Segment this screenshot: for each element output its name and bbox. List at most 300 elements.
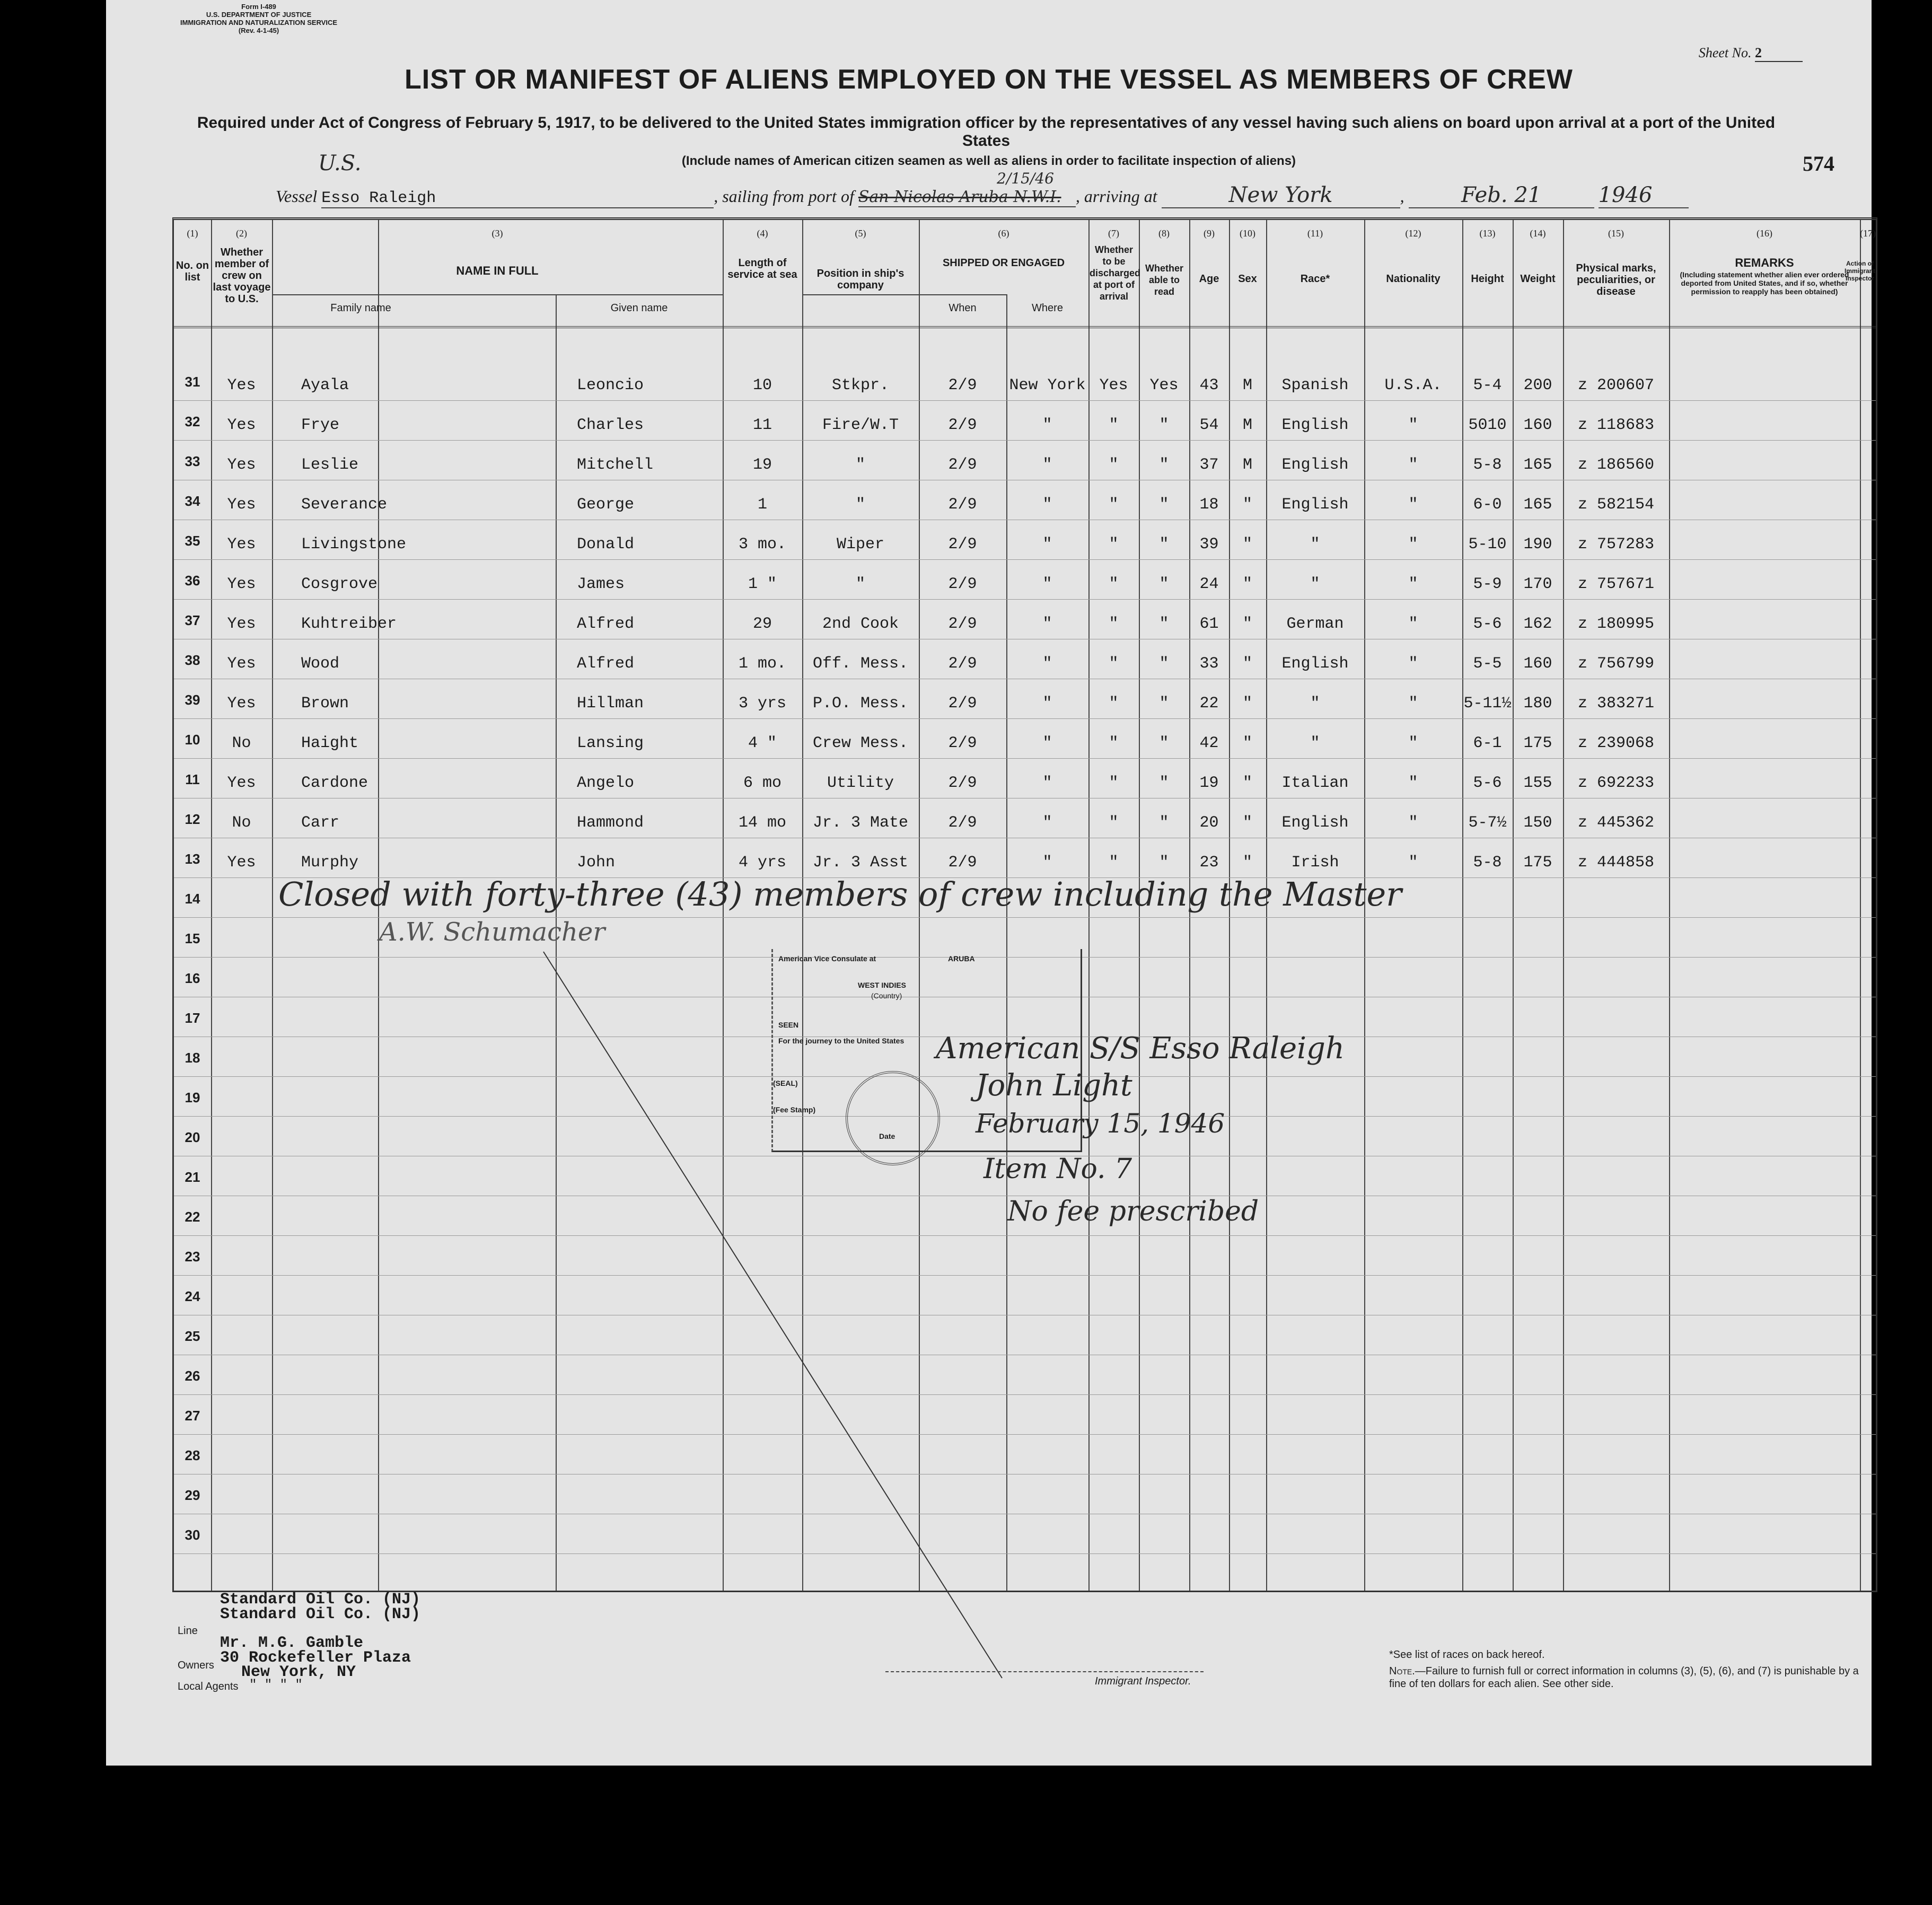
race-cell: English xyxy=(1281,496,1349,514)
col-num: (17) xyxy=(1860,228,1876,239)
arrival-date: Feb. 21 xyxy=(1409,183,1594,208)
height-cell: 5-8 xyxy=(1473,854,1502,872)
col-num: (6) xyxy=(998,228,1009,239)
height-cell: 6-0 xyxy=(1473,496,1502,514)
crew-status-cell: Yes xyxy=(227,456,256,474)
shipped-when-cell: 2/9 xyxy=(948,376,977,394)
physical-marks-cell: z 118683 xyxy=(1577,416,1655,434)
row-number: 32 xyxy=(185,414,200,429)
race-cell: English xyxy=(1281,416,1349,434)
nationality-cell: " xyxy=(1408,615,1418,633)
row-number: 34 xyxy=(185,493,200,509)
sex-cell: M xyxy=(1242,376,1252,394)
family-name-cell: Haight xyxy=(301,734,359,752)
stamp-fee-label: (Fee Stamp) xyxy=(773,1105,816,1114)
owners-value: Mr. M.G. Gamble xyxy=(220,1634,364,1652)
age-cell: 43 xyxy=(1199,376,1219,394)
header-discharge: Whether to be discharged at port of arrival xyxy=(1090,244,1141,302)
height-cell: 5-9 xyxy=(1473,575,1502,593)
row-number: 22 xyxy=(185,1209,200,1225)
note-label: Note. xyxy=(1389,1665,1415,1677)
physical-marks-cell: z 757671 xyxy=(1577,575,1655,593)
nationality-cell: " xyxy=(1408,854,1418,872)
header-race: Race* xyxy=(1300,273,1330,285)
weight-cell: 155 xyxy=(1523,774,1552,792)
shipped-where-cell: New York xyxy=(1009,376,1086,394)
shipped-where-cell: " xyxy=(1042,456,1052,474)
sex-cell: " xyxy=(1242,854,1252,872)
sheet-label: Sheet No. xyxy=(1698,45,1752,60)
able-to-read-cell: Yes xyxy=(1149,376,1179,394)
header-no: No. on list xyxy=(175,260,209,283)
service-length-cell: 1 mo. xyxy=(738,655,786,673)
row-number: 26 xyxy=(185,1368,200,1384)
agents-label: Local Agents xyxy=(178,1681,239,1692)
visa-signer: John Light xyxy=(976,1068,1132,1103)
physical-marks-cell: z 200607 xyxy=(1577,376,1655,394)
race-cell: German xyxy=(1286,615,1344,633)
given-name-cell: Hillman xyxy=(577,695,644,713)
row-number: 20 xyxy=(185,1129,200,1145)
age-cell: 20 xyxy=(1199,814,1219,832)
nationality-cell: " xyxy=(1408,734,1418,752)
shipped-where-cell: " xyxy=(1042,615,1052,633)
given-name-cell: Alfred xyxy=(577,655,635,673)
able-to-read-cell: " xyxy=(1159,615,1169,633)
inspector-signature-line xyxy=(885,1671,1204,1672)
crew-status-cell: Yes xyxy=(227,854,256,872)
service-name: IMMIGRATION AND NATURALIZATION SERVICE xyxy=(180,19,338,27)
sheet-value: 2 xyxy=(1755,45,1803,62)
weight-cell: 165 xyxy=(1523,456,1552,474)
crew-status-cell: Yes xyxy=(227,376,256,394)
height-cell: 5-11½ xyxy=(1463,695,1512,713)
discharge-status-cell: " xyxy=(1109,496,1119,514)
service-length-cell: 11 xyxy=(752,416,772,434)
note-text: —Failure to furnish full or correct information in columns (3), (5), (6), and (7) is punishable by a fine of ten dollars for each alien. See other side. xyxy=(1389,1665,1859,1690)
header-height: Height xyxy=(1471,273,1504,285)
family-name-cell: Cosgrove xyxy=(301,575,378,593)
penalty-note xyxy=(1389,1665,1866,1690)
discharge-status-cell: " xyxy=(1109,456,1119,474)
vessel-line: Vessel Esso Raleigh , sailing from port of San Nicolas Aruba N.W.I. , arriving at New York , Feb. 21 1946 xyxy=(276,183,1840,208)
discharge-status-cell: " xyxy=(1109,814,1119,832)
header-action: Action of Immigrant Inspector xyxy=(1844,260,1875,282)
shipped-where-cell: " xyxy=(1042,854,1052,872)
header-shipped: SHIPPED OR ENGAGED xyxy=(942,257,1065,269)
given-name-cell: Hammond xyxy=(577,814,644,832)
discharge-status-cell: " xyxy=(1109,854,1119,872)
col-num: (5) xyxy=(855,228,866,239)
line-value-2: Standard Oil Co. (NJ) xyxy=(220,1605,421,1623)
departure-port: San Nicolas Aruba N.W.I. xyxy=(858,188,1076,207)
col-num: (4) xyxy=(757,228,768,239)
weight-cell: 175 xyxy=(1523,734,1552,752)
header-when: When xyxy=(949,302,977,314)
nationality-cell: " xyxy=(1408,575,1418,593)
discharge-status-cell: " xyxy=(1109,655,1119,673)
service-length-cell: 1 " xyxy=(748,575,777,593)
sex-cell: M xyxy=(1242,456,1252,474)
age-cell: 18 xyxy=(1199,496,1219,514)
discharge-status-cell: " xyxy=(1109,416,1119,434)
footer xyxy=(172,1591,1874,1760)
weight-cell: 175 xyxy=(1523,854,1552,872)
row-number: 33 xyxy=(185,453,200,469)
row-number: 13 xyxy=(185,851,200,867)
crew-status-cell: Yes xyxy=(227,615,256,633)
race-cell: Italian xyxy=(1281,774,1349,792)
shipped-when-cell: 2/9 xyxy=(948,456,977,474)
row-number: 36 xyxy=(185,573,200,589)
col-num: (10) xyxy=(1240,228,1255,239)
discharge-status-cell: " xyxy=(1109,734,1119,752)
shipped-when-cell: 2/9 xyxy=(948,774,977,792)
sex-cell: " xyxy=(1242,655,1252,673)
races-note: *See list of races on back hereof. xyxy=(1389,1649,1545,1661)
col-num: (9) xyxy=(1204,228,1215,239)
family-name-cell: Leslie xyxy=(301,456,359,474)
ship-position-cell: Crew Mess. xyxy=(812,734,909,752)
ship-position-cell: Jr. 3 Mate xyxy=(812,814,909,832)
ship-position-cell: Utility xyxy=(827,774,894,792)
physical-marks-cell: z 180995 xyxy=(1577,615,1655,633)
ship-position-cell: Fire/W.T xyxy=(822,416,899,434)
race-cell: English xyxy=(1281,814,1349,832)
physical-marks-cell: z 239068 xyxy=(1577,734,1655,752)
arrival-year: 1946 xyxy=(1599,183,1689,208)
able-to-read-cell: " xyxy=(1159,854,1169,872)
physical-marks-cell: z 757283 xyxy=(1577,535,1655,554)
shipped-where-cell: " xyxy=(1042,695,1052,713)
age-cell: 33 xyxy=(1199,655,1219,673)
ship-position-cell: " xyxy=(855,496,865,514)
line-value: Standard Oil Co. (NJ) xyxy=(220,1591,421,1609)
given-name-cell: Alfred xyxy=(577,615,635,633)
nationality-cell: " xyxy=(1408,535,1418,554)
fee-note: No fee prescribed xyxy=(1007,1196,1259,1227)
race-cell: English xyxy=(1281,456,1349,474)
row-number: 17 xyxy=(185,1010,200,1026)
discharge-status-cell: " xyxy=(1109,695,1119,713)
vessel-label: Vessel xyxy=(276,187,318,206)
service-length-cell: 3 yrs xyxy=(738,695,786,713)
header-crew: Whether member of crew on last voyage to U.S. xyxy=(213,247,271,305)
height-cell: 5-6 xyxy=(1473,615,1502,633)
age-cell: 24 xyxy=(1199,575,1219,593)
col-num: (12) xyxy=(1405,228,1421,239)
ship-position-cell: P.O. Mess. xyxy=(812,695,909,713)
ship-position-cell: " xyxy=(855,456,865,474)
shipped-when-cell: 2/9 xyxy=(948,575,977,593)
height-cell: 5010 xyxy=(1468,416,1507,434)
form-number: Form I-489 xyxy=(241,3,276,11)
service-length-cell: 6 mo xyxy=(743,774,781,792)
header-nationality: Nationality xyxy=(1386,273,1441,285)
row-number: 18 xyxy=(185,1050,200,1066)
ship-position-cell: Jr. 3 Asst xyxy=(812,854,909,872)
family-name-cell: Murphy xyxy=(301,854,359,872)
col-num: (1) xyxy=(187,228,198,239)
stamp-country: WEST INDIES xyxy=(858,981,907,989)
service-length-cell: 4 " xyxy=(748,734,777,752)
family-name-cell: Wood xyxy=(301,655,340,673)
given-name-cell: Leoncio xyxy=(577,376,644,394)
sailing-label: , sailing from port of xyxy=(714,187,854,206)
vessel-prefix: U.S. xyxy=(318,151,362,175)
service-length-cell: 1 xyxy=(757,496,767,514)
given-name-cell: Donald xyxy=(577,535,635,554)
shipped-where-cell: " xyxy=(1042,655,1052,673)
nationality-cell: " xyxy=(1408,655,1418,673)
shipped-where-cell: " xyxy=(1042,814,1052,832)
race-cell: Spanish xyxy=(1281,376,1349,394)
header-service: Length of service at sea xyxy=(727,257,797,280)
discharge-status-cell: " xyxy=(1109,575,1119,593)
col-num: (14) xyxy=(1530,228,1546,239)
row-number: 11 xyxy=(185,771,200,787)
service-length-cell: 29 xyxy=(752,615,772,633)
able-to-read-cell: " xyxy=(1159,655,1169,673)
row-number: 31 xyxy=(185,374,200,390)
inspector-label: Immigrant Inspector. xyxy=(1095,1675,1191,1687)
col-num: (11) xyxy=(1307,228,1323,239)
weight-cell: 190 xyxy=(1523,535,1552,554)
crew-status-cell: Yes xyxy=(227,655,256,673)
sex-cell: " xyxy=(1242,695,1252,713)
discharge-status-cell: " xyxy=(1109,535,1119,554)
header-name: NAME IN FULL xyxy=(456,264,539,277)
sex-cell: " xyxy=(1242,535,1252,554)
discharge-status-cell: " xyxy=(1109,774,1119,792)
height-cell: 5-6 xyxy=(1473,774,1502,792)
row-number: 25 xyxy=(185,1328,200,1344)
age-cell: 19 xyxy=(1199,774,1219,792)
header-given: Given name xyxy=(610,302,668,314)
nationality-cell: U.S.A. xyxy=(1384,376,1442,394)
header-weight: Weight xyxy=(1520,273,1556,285)
physical-marks-cell: z 692233 xyxy=(1577,774,1655,792)
header-read: Whether able to read xyxy=(1145,263,1183,297)
nationality-cell: " xyxy=(1408,774,1418,792)
row-number: 27 xyxy=(185,1408,200,1424)
race-cell: " xyxy=(1310,734,1320,752)
row-number: 38 xyxy=(185,652,200,668)
header-marks: Physical marks, peculiarities, or disease xyxy=(1576,262,1656,297)
crew-status-cell: Yes xyxy=(227,695,256,713)
weight-cell: 165 xyxy=(1523,496,1552,514)
service-length-cell: 4 yrs xyxy=(738,854,786,872)
shipped-where-cell: " xyxy=(1042,734,1052,752)
weight-cell: 200 xyxy=(1523,376,1552,394)
shipped-when-cell: 2/9 xyxy=(948,615,977,633)
row-number: 21 xyxy=(185,1169,200,1185)
col-num: (8) xyxy=(1158,228,1170,239)
col-num: (2) xyxy=(236,228,247,239)
age-cell: 39 xyxy=(1199,535,1219,554)
stamp-journey: For the journey to the United States xyxy=(778,1037,904,1045)
given-name-cell: Mitchell xyxy=(577,456,654,474)
line-label: Line xyxy=(178,1625,198,1637)
closing-note: Closed with forty-three (43) members of crew including the Master xyxy=(278,875,1402,914)
sex-cell: " xyxy=(1242,734,1252,752)
row-number: 19 xyxy=(185,1090,200,1105)
subnote: (Include names of American citizen seamen as well as aliens in order to facilitate inspection of aliens) xyxy=(681,154,1296,168)
physical-marks-cell: z 186560 xyxy=(1577,456,1655,474)
header-family: Family name xyxy=(330,302,391,314)
service-length-cell: 19 xyxy=(752,456,772,474)
crew-status-cell: Yes xyxy=(227,496,256,514)
page-title: LIST OR MANIFEST OF ALIENS EMPLOYED ON THE VESSEL AS MEMBERS OF CREW xyxy=(405,64,1573,95)
header-sex: Sex xyxy=(1238,273,1257,285)
age-cell: 42 xyxy=(1199,734,1219,752)
stamp-place: ARUBA xyxy=(948,954,975,963)
shipped-where-cell: " xyxy=(1042,774,1052,792)
col-num: (16) xyxy=(1757,228,1772,239)
row-number: 15 xyxy=(185,930,200,946)
pen-stroke xyxy=(106,0,1872,1766)
row-number: 16 xyxy=(185,970,200,986)
service-length-cell: 14 mo xyxy=(738,814,786,832)
crew-status-cell: Yes xyxy=(227,774,256,792)
col-num: (13) xyxy=(1479,228,1496,239)
header-age: Age xyxy=(1199,273,1219,285)
row-number: 23 xyxy=(185,1249,200,1265)
weight-cell: 180 xyxy=(1523,695,1552,713)
subtitle: Required under Act of Congress of February 5, 1917, to be delivered to the United States immigration officer by the representatives of any vessel having such aliens on board upon arrival at a port of the United States xyxy=(197,114,1776,150)
crew-status-cell: Yes xyxy=(227,575,256,593)
owners-address: 30 Rockefeller Plaza xyxy=(220,1649,411,1667)
row-number: 10 xyxy=(185,732,200,748)
family-name-cell: Brown xyxy=(301,695,349,713)
shipped-where-cell: " xyxy=(1042,416,1052,434)
discharge-status-cell: Yes xyxy=(1099,376,1128,394)
given-name-cell: Angelo xyxy=(577,774,635,792)
row-number: 28 xyxy=(185,1447,200,1463)
header-where: Where xyxy=(1032,302,1063,314)
page-number: 574 xyxy=(1803,152,1834,175)
master-signature: A.W. Schumacher xyxy=(379,917,605,947)
height-cell: 5-5 xyxy=(1473,655,1502,673)
ship-position-cell: Wiper xyxy=(836,535,884,554)
able-to-read-cell: " xyxy=(1159,535,1169,554)
family-name-cell: Ayala xyxy=(301,376,349,394)
nationality-cell: " xyxy=(1408,416,1418,434)
visa-vessel: American S/S Esso Raleigh xyxy=(936,1031,1345,1066)
sex-cell: " xyxy=(1242,774,1252,792)
race-cell: " xyxy=(1310,535,1320,554)
age-cell: 23 xyxy=(1199,854,1219,872)
physical-marks-cell: z 444858 xyxy=(1577,854,1655,872)
height-cell: 5-10 xyxy=(1468,535,1507,554)
height-cell: 5-7½ xyxy=(1468,814,1507,832)
weight-cell: 160 xyxy=(1523,655,1552,673)
crew-status-cell: No xyxy=(232,814,251,832)
ship-position-cell: 2nd Cook xyxy=(822,615,899,633)
manifest-sheet xyxy=(106,0,1876,1766)
shipped-where-cell: " xyxy=(1042,496,1052,514)
family-name-cell: Severance xyxy=(301,496,388,514)
header-remarks-note: (Including statement whether alien ever ordered deported from United States, and if so, whether permission to reapply has been obtained) xyxy=(1680,270,1849,296)
shipped-when-cell: 2/9 xyxy=(948,655,977,673)
row-number: 24 xyxy=(185,1288,200,1304)
row-number: 39 xyxy=(185,692,200,708)
shipped-when-cell: 2/9 xyxy=(948,695,977,713)
nationality-cell: " xyxy=(1408,496,1418,514)
family-name-cell: Livingstone xyxy=(301,535,407,554)
shipped-when-cell: 2/9 xyxy=(948,734,977,752)
physical-marks-cell: z 383271 xyxy=(1577,695,1655,713)
physical-marks-cell: z 445362 xyxy=(1577,814,1655,832)
age-cell: 54 xyxy=(1199,416,1219,434)
shipped-when-cell: 2/9 xyxy=(948,814,977,832)
stamp-date-label: Date xyxy=(879,1132,895,1140)
shipped-when-cell: 2/9 xyxy=(948,416,977,434)
header-remarks: REMARKS xyxy=(1735,256,1794,269)
sex-cell: " xyxy=(1242,496,1252,514)
able-to-read-cell: " xyxy=(1159,496,1169,514)
arriving-label: , arriving at xyxy=(1075,187,1157,206)
able-to-read-cell: " xyxy=(1159,734,1169,752)
shipped-where-cell: " xyxy=(1042,575,1052,593)
able-to-read-cell: " xyxy=(1159,695,1169,713)
sex-cell: " xyxy=(1242,615,1252,633)
service-length-cell: 10 xyxy=(752,376,772,394)
ship-position-cell: Stkpr. xyxy=(831,376,890,394)
height-cell: 5-8 xyxy=(1473,456,1502,474)
nationality-cell: " xyxy=(1408,695,1418,713)
shipped-when-cell: 2/9 xyxy=(948,496,977,514)
stamp-seen: SEEN xyxy=(778,1021,799,1029)
shipped-when-cell: 2/9 xyxy=(948,535,977,554)
age-cell: 61 xyxy=(1199,615,1219,633)
able-to-read-cell: " xyxy=(1159,814,1169,832)
nationality-cell: " xyxy=(1408,814,1418,832)
arrival-port: New York xyxy=(1162,183,1400,208)
col-num: (3) xyxy=(491,228,503,239)
given-name-cell: James xyxy=(577,575,625,593)
age-cell: 37 xyxy=(1199,456,1219,474)
race-cell: " xyxy=(1310,695,1320,713)
row-number: 29 xyxy=(185,1487,200,1503)
weight-cell: 150 xyxy=(1523,814,1552,832)
given-name-cell: George xyxy=(577,496,635,514)
row-number: 37 xyxy=(185,612,200,628)
ship-position-cell: Off. Mess. xyxy=(812,655,909,673)
department-name: U.S. DEPARTMENT OF JUSTICE xyxy=(206,11,312,19)
nationality-cell: " xyxy=(1408,456,1418,474)
shipped-where-cell: " xyxy=(1042,535,1052,554)
family-name-cell: Frye xyxy=(301,416,340,434)
able-to-read-cell: " xyxy=(1159,575,1169,593)
race-cell: English xyxy=(1281,655,1349,673)
sex-cell: " xyxy=(1242,575,1252,593)
height-cell: 6-1 xyxy=(1473,734,1502,752)
given-name-cell: Lansing xyxy=(577,734,644,752)
row-number: 35 xyxy=(185,533,200,549)
height-cell: 5-4 xyxy=(1473,376,1502,394)
row-number: 30 xyxy=(185,1527,200,1543)
crew-status-cell: No xyxy=(232,734,251,752)
age-cell: 22 xyxy=(1199,695,1219,713)
ship-position-cell: " xyxy=(855,575,865,593)
stamp-consulate: American Vice Consulate at xyxy=(778,954,876,963)
item-number: Item No. 7 xyxy=(983,1153,1132,1185)
service-length-cell: 3 mo. xyxy=(738,535,786,554)
vessel-name: Esso Raleigh xyxy=(321,189,714,208)
weight-cell: 170 xyxy=(1523,575,1552,593)
discharge-status-cell: " xyxy=(1109,615,1119,633)
